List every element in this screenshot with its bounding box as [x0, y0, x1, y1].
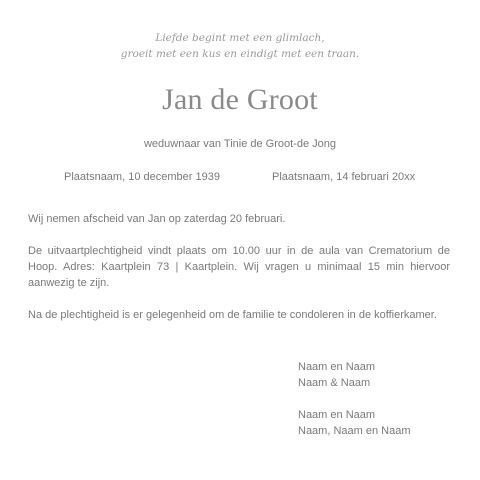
- motto: [0, 30, 480, 62]
- signer-line: Naam & Naam: [298, 377, 371, 389]
- death-date: Plaatsnaam, 14 februari 20xx: [272, 171, 416, 183]
- signers-spacer: [298, 391, 411, 407]
- paragraph-ceremony: De uitvaartplechtigheid vindt plaats om 10.00 uur in de aula van Crematorium de Hoop. Adres: Kaartplein 73 | Kaartplein. Wij vragen u minimaal 15 min hiervoor aanwezig te zijn.: [28, 245, 450, 289]
- signer-line: Naam en Naam: [298, 409, 376, 421]
- birth-date: Plaatsnaam, 10 december 1939: [64, 171, 220, 183]
- relation-line: weduwnaar van Tinie de Groot-de Jong: [143, 138, 336, 150]
- signer-line: Naam, Naam en Naam: [298, 425, 411, 437]
- signer-line: Naam en Naam: [298, 361, 376, 373]
- signers: [298, 359, 411, 439]
- deceased-name: Jan de Groot: [162, 83, 318, 116]
- paragraph-condolences: Na de plechtigheid is er gelegenheid om de familie te condoleren in de koffierkamer.: [28, 309, 437, 321]
- motto-line-2: groeit met een kus en eindigt met een traan.: [120, 48, 360, 60]
- paragraph-farewell: Wij nemen afscheid van Jan op zaterdag 20 februari.: [28, 213, 286, 225]
- motto-line-1: Liefde begint met een glimlach,: [155, 32, 325, 44]
